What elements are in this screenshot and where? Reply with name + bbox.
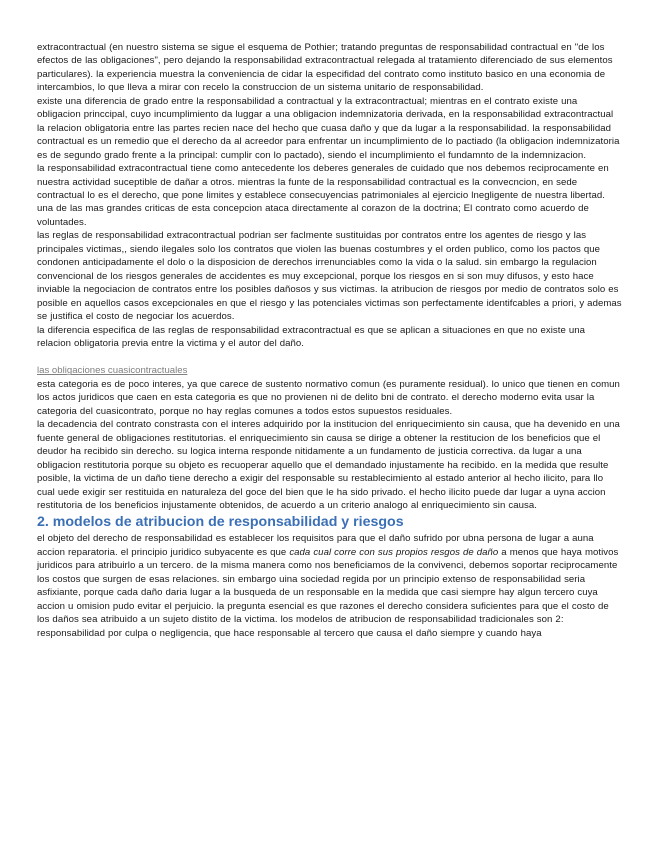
section-title: las obligaciones cuasicontractuales [37,365,188,377]
paragraph: las reglas de responsabilidad extracontractual podrian ser faclmente sustituidas por contratos entre los agentes de riesgo y las principales victimas,, siendo ilegales solo los contratos que violen las buenas costumbres y el orden publico, como los pactos que condonen anticipadamente el dolo o la disposicion de derechos irrenunciables como la vida o la salud. sin embargo la regulacion convencional de los riesgos generales de accidentes es muy excepcional, porque los riesgos en si son muy difusos, y esto hace inviable la negociacion de contratos entre los posibles dañosos y sus victimas. la atribucion de riesgos por medio de contratos solo es posible en aquellos casos excepcionales en que el riesgo y las potenciales victimas son perfectamente identifcables a priori, y ademas se justifica el costo de negociar los acuerdos. [37,230,622,323]
blank-line [37,350,622,363]
paragraph: esta categoria es de poco interes, ya que carece de sustento normativo comun (es puramente residual). lo unico que tienen en comun los actos juridicos que caen en esta categoria es que no provienen ni de delito bni de contrato. el derecho moderno evita usar la categoria del cuasicontrato, porque no hay reglas comunes a todos estos supuestos residuales. [37,378,620,417]
paragraph: la decadencia del contrato constrasta con el interes adquirido por la institucion del enriquecimiento sin causa, que ha devenido en una fuente general de obligaciones restitutorias. el enriquecimiento sin causa se dirige a obtener la restitucion de los beneficios que el deudor ha recibido sin derecho. su logica interna responde nitidamente a un fundamento de justicia correctiva. da lugar a una obligacion restitutoria porque su objeto es recuoperar aquello que el demandado injustamente ha recibido. en la medida que resulte posible, la victima de un daño tiene derecho a exigir del responsable su restablecimiento al estado anterior al hecho ilicito, para llo cual uede exigir ser restituida en naturaleza del goce del bien que le ha sido privado. el hecho ilicito puede dar lugar a uyna accion restitutoria de los beneficios injustamente obtenidos, de acuerdo a un criterio analogo al enriquecimiento sin causa. [37,419,620,511]
paragraph [37,532,622,640]
italic-phrase: cada cual corre con sus propios resgos de daño [289,546,499,558]
paragraph-text: a menos que haya motivos juridicos para atribuirlo a un tercero. de la misma manera como nos beneficiamos de la convivenci, debemos soportar reciprocamente los costos que surgen de esas relaciones. sin embargo uina sociedad regida por un principio extenso de responsabilidad seria asfixiante, porque cada daño daria lugar a la busqueda de un responsable en la medida que casi siempre hay algun tercero cuya accion u omision pudo evitar el perjuicio. la pregunta esencial es que razones el derecho considera suficientes para que el costo de los daños sea atribuido a un sujeto distito de la victima. los modelos de atribucion de responsabilidad tradicionales son 2: responsabilidad por culpa o negligencia, que hace responsable al tercero que causa el daño siempre y cuando haya [37,546,619,639]
document-page [37,41,622,640]
paragraph-text: el objeto del derecho de responsabilidad es establecer los requisitos para que el daño sufrido por ubna persona de lugar a auna accion reparatoria. el principio juridico subyacente es que [37,533,594,558]
paragraph: una de las mas grandes criticas de esta concepcion ataca directamente al corazon de la doctrina; El contrato como acuerdo de voluntades. [37,203,589,228]
paragraph: la diferencia especifica de las reglas de responsabilidad extracontractual es que se aplican a situaciones en que no existe una relacion obligatoria previa entre la victima y el autor del daño. [37,324,586,349]
section-heading: 2. modelos de atribucion de responsabilidad y riesgos [37,514,404,531]
paragraph: existe una diferencia de grado entre la responsabilidad a contractual y la extracontractual; mientras en el contrato existe una obligacion princcipal, cuyo incumplimiento da luggar a una obligacion indemnizatoria derivada, en la responsabilidad extracontractual la relacion obligatoria entre las partes recien nace del hecho que cuasa daño y que da lugar a la responsabilidad. la responsabilidad contractual es un remedio que el derecho da al acreedor para enfrentar un incumplimiento de lo pactiado (la obligacion indemnizatoria es de segundo grado frente a la principal: cumplir con lo pactado), siendo el incumplimiento el fundamnto de la indemnizacion. [37,95,620,161]
paragraph: la responsabilidad extracontractual tiene como antecedente los deberes generales de cuidado que nos debemos reciprocamente en nuestra actividad suceptible de dañar a otros. mientras la funte de la responsabilidad contractual es la convecncion, en sede contractual lo es el derecho, que pone limites y establece consecuyencias patrimoniales al ejercicio lnegligente de nuestra libertad. [37,163,609,201]
paragraph: extracontractual (en nuestro sistema se sigue el esquema de Pothier; tratando preguntas de responsabilidad contractual en "de los efectos de las obligaciones", pero dejando la responsabilidad extracontractual relegada al tratamiento diferenciado de sus elementos particulares). la experiencia muestra la conveniencia de cidar la especifidad del contrato como instituto basico en una economia de intercambios, lo que lleva a mirar con recelo la construccion de un sistema unitario de responsabilidad. [37,42,613,94]
